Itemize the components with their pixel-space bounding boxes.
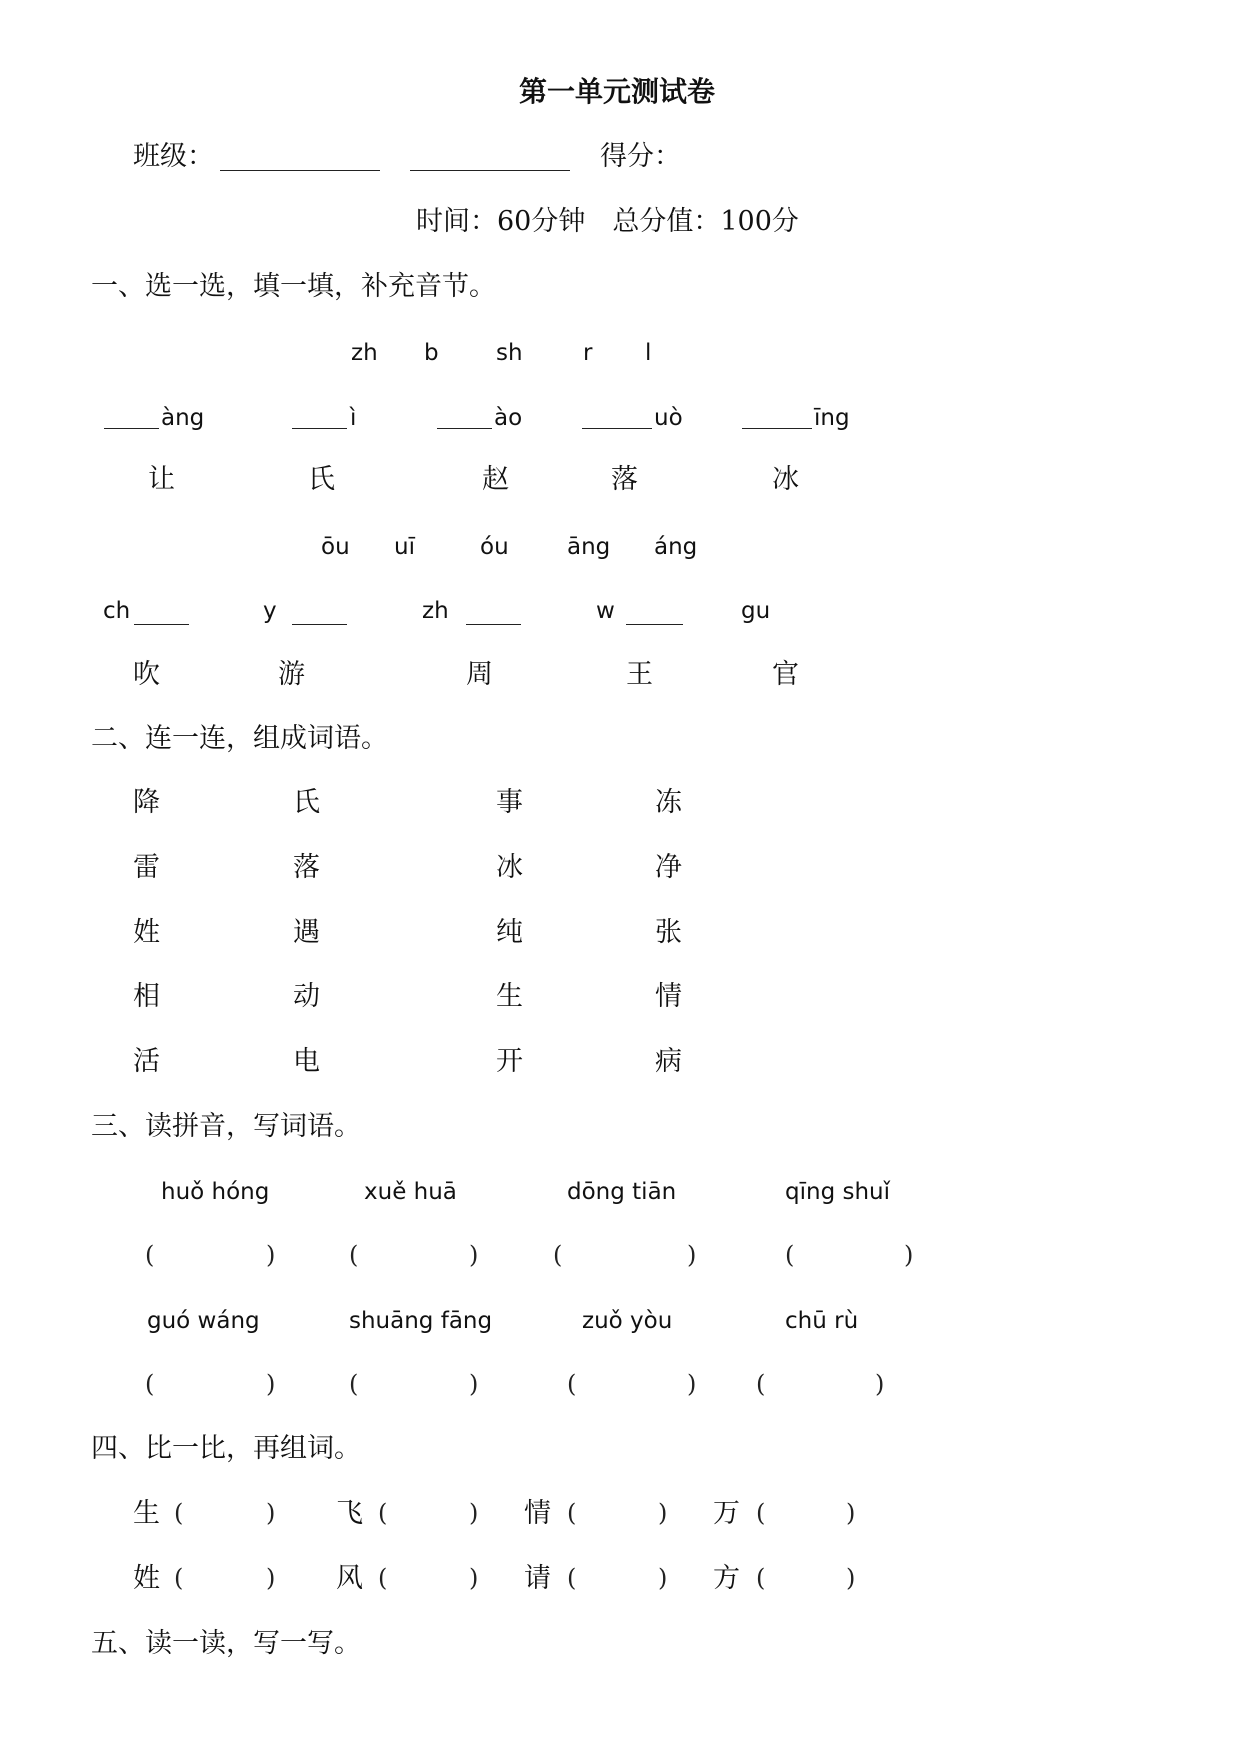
- pinyin-word: shuāng fāng: [349, 1308, 493, 1334]
- answer-box[interactable]: ): [469, 1499, 479, 1527]
- syllable-blank[interactable]: [466, 624, 521, 625]
- syllable-initial: ch: [103, 598, 131, 624]
- match-char[interactable]: 病: [655, 1046, 682, 1077]
- hanzi: 王: [626, 659, 653, 690]
- syllable-blank[interactable]: [292, 624, 347, 625]
- match-char[interactable]: 张: [655, 917, 682, 948]
- answer-box[interactable]: (: [174, 1564, 184, 1592]
- syllable-initial: zh: [422, 598, 449, 624]
- hanzi: 落: [611, 464, 638, 495]
- hanzi: 官: [772, 659, 799, 690]
- final-option: áng: [654, 534, 698, 560]
- section-1-heading: 一、选一选，填一填，补充音节。: [91, 271, 496, 302]
- compare-char: 飞: [336, 1498, 363, 1529]
- syllable-blank[interactable]: [134, 624, 189, 625]
- answer-box[interactable]: (: [378, 1499, 388, 1527]
- pinyin-word: dōng tiān: [567, 1179, 677, 1205]
- final-option: ōu: [321, 534, 350, 560]
- answer-box[interactable]: (: [756, 1499, 766, 1527]
- answer-box[interactable]: ): [266, 1370, 276, 1398]
- match-char[interactable]: 纯: [496, 917, 523, 948]
- hanzi: 赵: [482, 464, 509, 495]
- hanzi: 吹: [133, 659, 160, 690]
- syllable-final: īng: [814, 405, 850, 431]
- answer-box[interactable]: ): [658, 1564, 668, 1592]
- syllable-blank[interactable]: [626, 624, 683, 625]
- answer-box[interactable]: ): [469, 1241, 479, 1269]
- answer-box[interactable]: (: [567, 1370, 577, 1398]
- answer-box[interactable]: ): [904, 1241, 914, 1269]
- compare-char: 姓: [133, 1563, 160, 1594]
- match-char[interactable]: 净: [655, 852, 682, 883]
- match-char[interactable]: 动: [293, 981, 320, 1012]
- syllable-final: uò: [654, 405, 683, 431]
- answer-box[interactable]: (: [756, 1564, 766, 1592]
- class-blank[interactable]: [220, 170, 380, 171]
- match-char[interactable]: 相: [133, 981, 160, 1012]
- answer-box[interactable]: ): [469, 1564, 479, 1592]
- answer-box[interactable]: ): [846, 1564, 856, 1592]
- hanzi: 冰: [772, 464, 799, 495]
- syllable-blank[interactable]: [104, 428, 159, 429]
- page-title: 第一单元测试卷: [519, 75, 716, 108]
- answer-box[interactable]: (: [145, 1370, 155, 1398]
- answer-box[interactable]: (: [785, 1241, 795, 1269]
- section-3-heading: 三、读拼音，写词语。: [91, 1111, 361, 1142]
- answer-box[interactable]: (: [553, 1241, 563, 1269]
- hanzi: 让: [148, 464, 175, 495]
- final-option: óu: [480, 534, 509, 560]
- answer-box[interactable]: ): [687, 1370, 697, 1398]
- answer-box[interactable]: ): [687, 1241, 697, 1269]
- final-option: āng: [567, 534, 611, 560]
- section-4-heading: 四、比一比，再组词。: [91, 1433, 361, 1464]
- pinyin-word: qīng shuǐ: [785, 1179, 891, 1205]
- match-char[interactable]: 落: [293, 852, 320, 883]
- initial-option: b: [424, 340, 439, 366]
- pinyin-word: guó wáng: [147, 1308, 260, 1334]
- section-5-heading: 五、读一读，写一写。: [91, 1628, 361, 1659]
- answer-box[interactable]: ): [658, 1499, 668, 1527]
- compare-char: 方: [713, 1563, 740, 1594]
- pinyin-word: chū rù: [785, 1308, 859, 1334]
- answer-box[interactable]: (: [567, 1499, 577, 1527]
- pinyin-word: xuě huā: [364, 1179, 457, 1205]
- answer-box[interactable]: (: [378, 1564, 388, 1592]
- answer-box[interactable]: (: [349, 1370, 359, 1398]
- match-char[interactable]: 生: [496, 981, 523, 1012]
- final-option: uī: [394, 534, 415, 560]
- answer-box[interactable]: ): [875, 1370, 885, 1398]
- match-char[interactable]: 雷: [133, 852, 160, 883]
- match-char[interactable]: 事: [496, 787, 523, 818]
- match-char[interactable]: 冻: [655, 787, 682, 818]
- syllable-final: àng: [161, 405, 205, 431]
- syllable-blank[interactable]: [742, 428, 812, 429]
- answer-box[interactable]: (: [349, 1241, 359, 1269]
- compare-char: 请: [524, 1563, 551, 1594]
- initial-option: zh: [351, 340, 378, 366]
- match-char[interactable]: 遇: [293, 917, 320, 948]
- pinyin-word: zuǒ yòu: [582, 1308, 673, 1334]
- score-label: 得分：: [600, 141, 681, 172]
- match-char[interactable]: 冰: [496, 852, 523, 883]
- answer-box[interactable]: (: [145, 1241, 155, 1269]
- initial-option: l: [645, 340, 652, 366]
- syllable-initial: y: [263, 598, 277, 624]
- syllable-final: ào: [494, 405, 523, 431]
- answer-box[interactable]: (: [174, 1499, 184, 1527]
- hanzi: 周: [466, 659, 493, 690]
- match-char[interactable]: 活: [133, 1046, 160, 1077]
- hanzi: 氏: [308, 464, 335, 495]
- compare-char: 情: [524, 1498, 551, 1529]
- match-char[interactable]: 电: [293, 1046, 320, 1077]
- compare-char: 风: [336, 1563, 363, 1594]
- answer-box[interactable]: ): [266, 1499, 276, 1527]
- answer-box[interactable]: ): [469, 1370, 479, 1398]
- match-char[interactable]: 情: [655, 981, 682, 1012]
- syllable-initial: w: [596, 598, 615, 624]
- class-label: 班级：: [133, 141, 214, 172]
- match-char[interactable]: 开: [496, 1046, 523, 1077]
- match-char[interactable]: 降: [133, 787, 160, 818]
- match-char[interactable]: 氏: [293, 787, 320, 818]
- answer-box[interactable]: ): [846, 1499, 856, 1527]
- pinyin-word: huǒ hóng: [161, 1179, 270, 1205]
- section-2-heading: 二、连一连，组成词语。: [91, 723, 388, 754]
- syllable-initial: gu: [741, 598, 771, 624]
- name-blank[interactable]: [410, 170, 570, 171]
- answer-box[interactable]: ): [266, 1241, 276, 1269]
- answer-box[interactable]: (: [567, 1564, 577, 1592]
- initial-option: r: [583, 340, 593, 366]
- match-char[interactable]: 姓: [133, 917, 160, 948]
- answer-box[interactable]: (: [756, 1370, 766, 1398]
- compare-char: 生: [133, 1498, 160, 1529]
- compare-char: 万: [713, 1498, 740, 1529]
- syllable-blank[interactable]: [582, 428, 652, 429]
- syllable-blank[interactable]: [437, 428, 492, 429]
- syllable-final: ì: [350, 405, 357, 431]
- syllable-blank[interactable]: [292, 428, 347, 429]
- time-info: 时间：60分钟 总分值：100分: [416, 206, 799, 237]
- answer-box[interactable]: ): [266, 1564, 276, 1592]
- initial-option: sh: [496, 340, 523, 366]
- hanzi: 游: [278, 659, 305, 690]
